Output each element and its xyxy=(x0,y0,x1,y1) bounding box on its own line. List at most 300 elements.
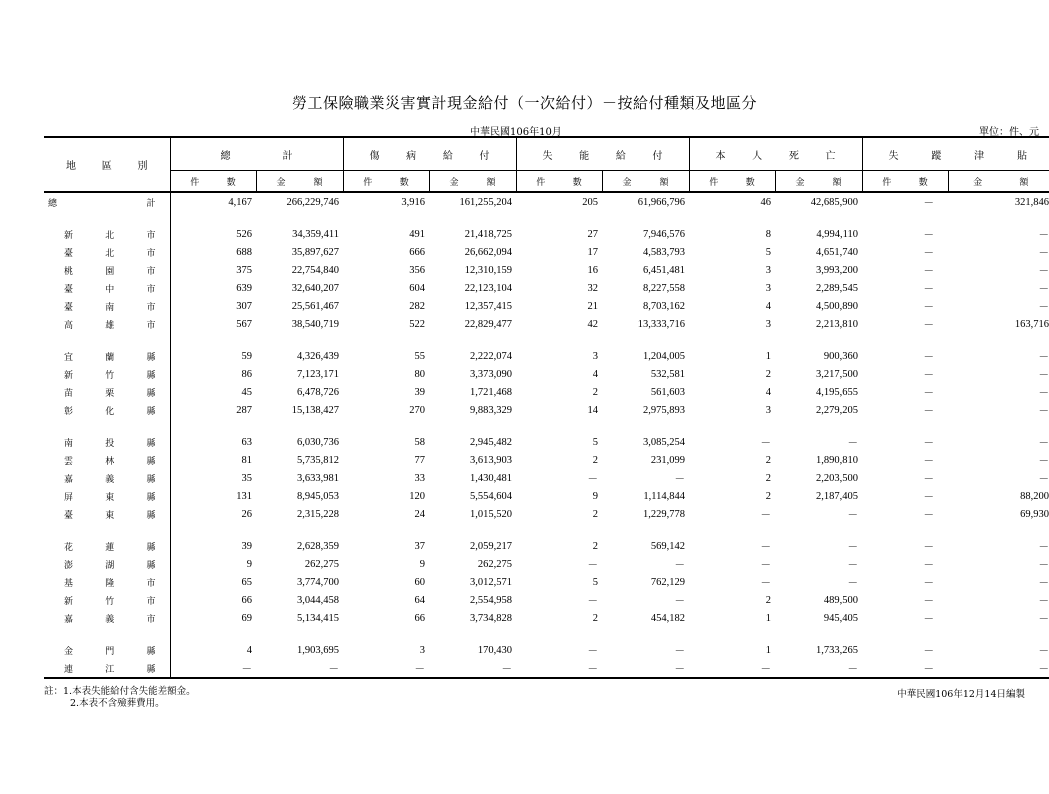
amount-cell: 38,540,719 xyxy=(291,318,339,330)
count-cell: － xyxy=(343,659,429,678)
amount-cell: － xyxy=(1038,437,1049,449)
count-cell: 5 xyxy=(592,436,598,448)
amount-cell: － xyxy=(1038,595,1049,607)
amount-cell: 262,275 xyxy=(477,558,512,570)
statistics-table xyxy=(44,136,1049,679)
count-cell: 2 xyxy=(765,594,771,606)
count-cell: 46 xyxy=(760,196,771,208)
amount-cell: 4,994,110 xyxy=(816,228,858,240)
count-cell: 3 xyxy=(419,644,425,656)
count-cell: 2 xyxy=(765,454,771,466)
amount-cell: 22,754,840 xyxy=(291,264,339,276)
count-cell: 3 xyxy=(592,350,598,362)
count-cell: 66 xyxy=(241,594,252,606)
table-row xyxy=(44,297,1049,315)
amount-cell: 2,203,500 xyxy=(816,472,858,484)
amount-cell: 170,430 xyxy=(477,644,512,656)
count-cell: 27 xyxy=(587,228,598,240)
count-cell: 32 xyxy=(587,282,598,294)
count-cell: － xyxy=(587,595,598,607)
spacer-row xyxy=(44,419,1049,433)
count-cell: 9 xyxy=(246,558,252,570)
area-name: 雲 林 縣 xyxy=(44,451,170,469)
area-name: 嘉 義 市 xyxy=(44,609,170,627)
count-cell: 3 xyxy=(765,282,771,294)
table-body xyxy=(44,192,1049,678)
spacer-row xyxy=(44,211,1049,225)
table-row xyxy=(44,433,1049,451)
amount-cell: 561,603 xyxy=(650,386,685,398)
amount-cell: 1,015,520 xyxy=(470,508,512,520)
amount-cell: － xyxy=(1038,351,1049,363)
amount-cell: 163,716 xyxy=(1014,318,1049,330)
area-name: 彰 化 縣 xyxy=(44,401,170,419)
count-cell: － xyxy=(760,541,771,553)
count-cell: 39 xyxy=(241,540,252,552)
area-name: 南 投 縣 xyxy=(44,433,170,451)
amount-cell: 1,733,265 xyxy=(816,644,858,656)
area-header: 地 區 別 xyxy=(44,137,170,192)
amount-cell: 4,195,655 xyxy=(816,386,858,398)
amount-cell: 2,213,810 xyxy=(816,318,858,330)
amount-header: 金 額 xyxy=(775,171,862,193)
amount-cell: － xyxy=(674,595,685,607)
area-name: 基 隆 市 xyxy=(44,573,170,591)
amount-cell: 32,640,207 xyxy=(291,282,339,294)
count-cell: － xyxy=(923,301,934,313)
count-cell: 356 xyxy=(409,264,425,276)
count-cell: 1 xyxy=(765,350,771,362)
amount-cell: － xyxy=(1038,283,1049,295)
amount-cell: 900,360 xyxy=(823,350,858,362)
area-name: 連 江 縣 xyxy=(44,659,170,678)
count-cell: 60 xyxy=(414,576,425,588)
area-name: 臺 東 縣 xyxy=(44,505,170,523)
table-row xyxy=(44,609,1049,627)
amount-cell: 26,662,094 xyxy=(464,246,512,258)
amount-cell: 3,217,500 xyxy=(816,368,858,380)
amount-cell: 6,478,726 xyxy=(297,386,339,398)
amount-cell: 3,044,458 xyxy=(297,594,339,606)
count-cell: 5 xyxy=(765,246,771,258)
amount-cell: 8,703,162 xyxy=(643,300,685,312)
amount-cell: 2,289,545 xyxy=(816,282,858,294)
amount-cell: 3,734,828 xyxy=(470,612,512,624)
count-cell: 26 xyxy=(241,508,252,520)
amount-cell: 12,357,415 xyxy=(464,300,512,312)
count-cell: 205 xyxy=(582,196,598,208)
count-cell: 2 xyxy=(592,454,598,466)
area-name: 苗 栗 縣 xyxy=(44,383,170,401)
amount-cell: － xyxy=(1038,613,1049,625)
table-row xyxy=(44,279,1049,297)
count-cell: 2 xyxy=(765,368,771,380)
area-name: 高 雄 市 xyxy=(44,315,170,333)
count-cell: 14 xyxy=(587,404,598,416)
area-name: 屏 東 縣 xyxy=(44,487,170,505)
count-cell: 39 xyxy=(414,386,425,398)
amount-cell: 5,735,812 xyxy=(297,454,339,466)
count-cell: － xyxy=(587,473,598,485)
amount-cell: 1,903,695 xyxy=(297,644,339,656)
amount-cell: 2,554,958 xyxy=(470,594,512,606)
area-name: 臺 北 市 xyxy=(44,243,170,261)
count-cell: － xyxy=(923,645,934,657)
count-cell: 45 xyxy=(241,386,252,398)
area-name: 總 計 xyxy=(44,192,170,211)
count-cell: － xyxy=(923,351,934,363)
group-header-injury: 傷 病 給 付 xyxy=(343,137,516,171)
area-name: 新 竹 市 xyxy=(44,591,170,609)
amount-cell: 2,059,217 xyxy=(470,540,512,552)
count-cell: 4 xyxy=(765,386,771,398)
amount-cell: 266,229,746 xyxy=(286,196,339,208)
table-row xyxy=(44,659,1049,678)
count-cell: 1 xyxy=(765,644,771,656)
amount-cell: 15,138,427 xyxy=(291,404,339,416)
count-cell: 131 xyxy=(236,490,252,502)
header-row-groups xyxy=(44,137,1049,171)
count-cell: － xyxy=(923,455,934,467)
count-cell: 55 xyxy=(414,350,425,362)
amount-cell: 1,890,810 xyxy=(816,454,858,466)
amount-cell: 21,418,725 xyxy=(464,228,512,240)
count-cell: 270 xyxy=(409,404,425,416)
header-row-subcols xyxy=(44,171,1049,193)
count-cell: 2 xyxy=(592,508,598,520)
count-header: 件 數 xyxy=(516,171,602,193)
amount-cell: － xyxy=(847,437,858,449)
amount-cell: － xyxy=(1038,541,1049,553)
table-row xyxy=(44,641,1049,659)
spacer-row xyxy=(44,627,1049,641)
count-cell: 35 xyxy=(241,472,252,484)
count-cell: 120 xyxy=(409,490,425,502)
count-cell: 4 xyxy=(246,644,252,656)
amount-cell: 12,310,159 xyxy=(464,264,512,276)
area-name: 宜 蘭 縣 xyxy=(44,347,170,365)
count-cell: － xyxy=(923,197,934,209)
amount-cell: 8,945,053 xyxy=(297,490,339,502)
area-name: 澎 湖 縣 xyxy=(44,555,170,573)
amount-cell: 5,554,604 xyxy=(470,490,512,502)
amount-cell: 3,012,571 xyxy=(470,576,512,588)
table-row xyxy=(44,225,1049,243)
amount-cell: 4,583,793 xyxy=(643,246,685,258)
amount-cell: － xyxy=(674,473,685,485)
count-cell: － xyxy=(760,509,771,521)
amount-cell: － xyxy=(1038,405,1049,417)
count-cell: 9 xyxy=(419,558,425,570)
count-cell: 64 xyxy=(414,594,425,606)
amount-cell: 762,129 xyxy=(650,576,685,588)
count-cell: － xyxy=(516,659,602,678)
count-cell: 3 xyxy=(765,318,771,330)
count-cell: 375 xyxy=(236,264,252,276)
count-cell: 42 xyxy=(587,318,598,330)
count-cell: － xyxy=(923,559,934,571)
report-period: 中華民國106年10月 xyxy=(470,127,562,138)
count-cell: 8 xyxy=(765,228,771,240)
amount-header: 金 額 xyxy=(948,171,1049,193)
amount-cell: 569,142 xyxy=(650,540,685,552)
amount-cell: 4,326,439 xyxy=(297,350,339,362)
amount-cell: － xyxy=(1038,247,1049,259)
amount-cell: 22,829,477 xyxy=(464,318,512,330)
table-row xyxy=(44,591,1049,609)
count-cell: 59 xyxy=(241,350,252,362)
amount-cell: － xyxy=(1038,577,1049,589)
table-row xyxy=(44,261,1049,279)
table-row xyxy=(44,469,1049,487)
amount-cell: － xyxy=(256,659,343,678)
amount-cell: 161,255,204 xyxy=(459,196,512,208)
count-cell: － xyxy=(923,247,934,259)
amount-header: 金 額 xyxy=(256,171,343,193)
table-row xyxy=(44,451,1049,469)
spacer-row xyxy=(44,523,1049,537)
count-cell: － xyxy=(923,613,934,625)
amount-cell: 3,613,903 xyxy=(470,454,512,466)
amount-cell: － xyxy=(1038,473,1049,485)
table-row xyxy=(44,487,1049,505)
page-title: 勞工保險職業災害實計現金給付（一次給付）－按給付種類及地區分 xyxy=(291,94,757,112)
amount-cell: － xyxy=(1038,229,1049,241)
count-cell: － xyxy=(760,437,771,449)
count-cell: 80 xyxy=(414,368,425,380)
amount-cell: 35,897,627 xyxy=(291,246,339,258)
amount-cell: 2,222,074 xyxy=(470,350,512,362)
count-cell: 66 xyxy=(414,612,425,624)
group-header-disability: 失 能 給 付 xyxy=(516,137,689,171)
amount-cell: 4,500,890 xyxy=(816,300,858,312)
amount-cell: 2,187,405 xyxy=(816,490,858,502)
amount-cell: 25,561,467 xyxy=(291,300,339,312)
count-cell: 604 xyxy=(409,282,425,294)
area-name: 嘉 義 縣 xyxy=(44,469,170,487)
count-cell: 37 xyxy=(414,540,425,552)
amount-cell: 3,633,981 xyxy=(297,472,339,484)
amount-cell: 9,883,329 xyxy=(470,404,512,416)
table-row xyxy=(44,315,1049,333)
count-cell: 3 xyxy=(765,404,771,416)
amount-cell: 61,966,796 xyxy=(637,196,685,208)
amount-cell: 34,359,411 xyxy=(292,228,339,240)
amount-cell: 22,123,104 xyxy=(464,282,512,294)
count-cell: 307 xyxy=(236,300,252,312)
amount-cell: － xyxy=(1038,387,1049,399)
table-row xyxy=(44,347,1049,365)
amount-cell: 7,123,171 xyxy=(297,368,339,380)
amount-cell: 8,227,558 xyxy=(643,282,685,294)
area-name: 新 北 市 xyxy=(44,225,170,243)
count-cell: 2 xyxy=(592,540,598,552)
area-name: 臺 南 市 xyxy=(44,297,170,315)
amount-cell: － xyxy=(1038,301,1049,313)
amount-cell: － xyxy=(1038,265,1049,277)
count-cell: 16 xyxy=(587,264,598,276)
count-cell: 3 xyxy=(765,264,771,276)
amount-cell: 6,451,481 xyxy=(643,264,685,276)
amount-cell: 42,685,900 xyxy=(810,196,858,208)
amount-cell: － xyxy=(847,541,858,553)
amount-cell: 231,099 xyxy=(650,454,685,466)
table-row xyxy=(44,505,1049,523)
compiled-date: 中華民國106年12月14日編製 xyxy=(897,689,1025,700)
amount-cell: － xyxy=(1038,455,1049,467)
area-name: 臺 中 市 xyxy=(44,279,170,297)
count-cell: 567 xyxy=(236,318,252,330)
count-cell: 58 xyxy=(414,436,425,448)
count-cell: 86 xyxy=(241,368,252,380)
amount-cell: 7,946,576 xyxy=(643,228,685,240)
area-name: 金 門 縣 xyxy=(44,641,170,659)
amount-cell: － xyxy=(948,659,1049,678)
count-cell: 65 xyxy=(241,576,252,588)
amount-cell: 13,333,716 xyxy=(637,318,685,330)
amount-cell: 88,200 xyxy=(1020,490,1049,502)
count-cell: 3,916 xyxy=(401,196,425,208)
amount-cell: 321,846 xyxy=(1014,196,1049,208)
amount-cell: － xyxy=(775,659,862,678)
count-cell: 4,167 xyxy=(228,196,252,208)
amount-cell: 3,774,700 xyxy=(297,576,339,588)
area-name: 新 竹 縣 xyxy=(44,365,170,383)
amount-cell: 2,279,205 xyxy=(816,404,858,416)
amount-cell: － xyxy=(674,645,685,657)
count-cell: － xyxy=(587,559,598,571)
count-header: 件 數 xyxy=(170,171,256,193)
count-cell: 9 xyxy=(592,490,598,502)
amount-cell: 1,721,468 xyxy=(470,386,512,398)
count-cell: － xyxy=(689,659,775,678)
table-row xyxy=(44,573,1049,591)
count-cell: 69 xyxy=(241,612,252,624)
count-cell: 63 xyxy=(241,436,252,448)
count-cell: － xyxy=(923,473,934,485)
amount-cell: 532,581 xyxy=(650,368,685,380)
count-cell: 4 xyxy=(765,300,771,312)
amount-cell: 945,405 xyxy=(823,612,858,624)
count-cell: 77 xyxy=(414,454,425,466)
amount-cell: － xyxy=(847,577,858,589)
amount-header: 金 額 xyxy=(602,171,689,193)
count-cell: 2 xyxy=(765,472,771,484)
count-cell: 5 xyxy=(592,576,598,588)
table-row-total xyxy=(44,192,1049,211)
amount-cell: 3,373,090 xyxy=(470,368,512,380)
table-row xyxy=(44,401,1049,419)
amount-header: 金 額 xyxy=(429,171,516,193)
count-header: 件 數 xyxy=(862,171,948,193)
footnote-1: 註：1.本表失能給付含失能差額金。 xyxy=(44,686,196,697)
amount-cell: 4,651,740 xyxy=(816,246,858,258)
count-cell: － xyxy=(923,405,934,417)
amount-cell: － xyxy=(1038,645,1049,657)
count-cell: － xyxy=(923,387,934,399)
count-cell: 33 xyxy=(414,472,425,484)
amount-cell: 5,134,415 xyxy=(297,612,339,624)
count-cell: － xyxy=(170,659,256,678)
count-cell: － xyxy=(923,595,934,607)
amount-cell: － xyxy=(602,659,689,678)
count-cell: － xyxy=(923,319,934,331)
amount-cell: 262,275 xyxy=(304,558,339,570)
footnote-2: 2.本表不含殮葬費用。 xyxy=(70,698,165,709)
table-row xyxy=(44,537,1049,555)
count-cell: 4 xyxy=(592,368,598,380)
count-cell: 81 xyxy=(241,454,252,466)
amount-cell: － xyxy=(847,509,858,521)
amount-cell: － xyxy=(1038,369,1049,381)
count-cell: － xyxy=(923,541,934,553)
amount-cell: 1,204,005 xyxy=(643,350,685,362)
amount-cell: － xyxy=(674,559,685,571)
count-cell: 282 xyxy=(409,300,425,312)
amount-cell: 69,930 xyxy=(1020,508,1049,520)
count-cell: － xyxy=(862,659,948,678)
count-cell: 24 xyxy=(414,508,425,520)
count-cell: 1 xyxy=(765,612,771,624)
count-cell: － xyxy=(923,369,934,381)
count-cell: 17 xyxy=(587,246,598,258)
count-cell: 287 xyxy=(236,404,252,416)
table-row xyxy=(44,365,1049,383)
count-cell: － xyxy=(760,559,771,571)
spacer-row xyxy=(44,333,1049,347)
count-cell: 526 xyxy=(236,228,252,240)
amount-cell: 3,993,200 xyxy=(816,264,858,276)
amount-cell: 2,945,482 xyxy=(470,436,512,448)
amount-cell: 1,229,778 xyxy=(643,508,685,520)
table-row xyxy=(44,383,1049,401)
amount-cell: － xyxy=(1038,559,1049,571)
amount-cell: 2,975,893 xyxy=(643,404,685,416)
count-cell: － xyxy=(587,645,598,657)
count-cell: － xyxy=(923,491,934,503)
amount-cell: 1,430,481 xyxy=(470,472,512,484)
group-header-death: 本 人 死 亡 xyxy=(689,137,862,171)
count-cell: 2 xyxy=(592,386,598,398)
count-header: 件 數 xyxy=(689,171,775,193)
footnotes xyxy=(44,686,196,710)
count-cell: － xyxy=(923,509,934,521)
count-cell: 522 xyxy=(409,318,425,330)
amount-cell: 1,114,844 xyxy=(643,490,685,502)
group-header-missing: 失 蹤 津 貼 xyxy=(862,137,1049,171)
amount-cell: 489,500 xyxy=(823,594,858,606)
count-cell: － xyxy=(760,577,771,589)
count-header: 件 數 xyxy=(343,171,429,193)
amount-cell: 2,628,359 xyxy=(297,540,339,552)
count-cell: 688 xyxy=(236,246,252,258)
amount-cell: 3,085,254 xyxy=(643,436,685,448)
table-row xyxy=(44,243,1049,261)
area-name: 花 蓮 縣 xyxy=(44,537,170,555)
count-cell: － xyxy=(923,283,934,295)
count-cell: － xyxy=(923,229,934,241)
count-cell: － xyxy=(923,577,934,589)
amount-cell: 454,182 xyxy=(650,612,685,624)
count-cell: 666 xyxy=(409,246,425,258)
count-cell: － xyxy=(923,265,934,277)
count-cell: － xyxy=(923,437,934,449)
count-cell: 2 xyxy=(765,490,771,502)
area-name: 桃 園 市 xyxy=(44,261,170,279)
group-header-total: 總 計 xyxy=(170,137,343,171)
amount-cell: 2,315,228 xyxy=(297,508,339,520)
amount-cell: － xyxy=(847,559,858,571)
